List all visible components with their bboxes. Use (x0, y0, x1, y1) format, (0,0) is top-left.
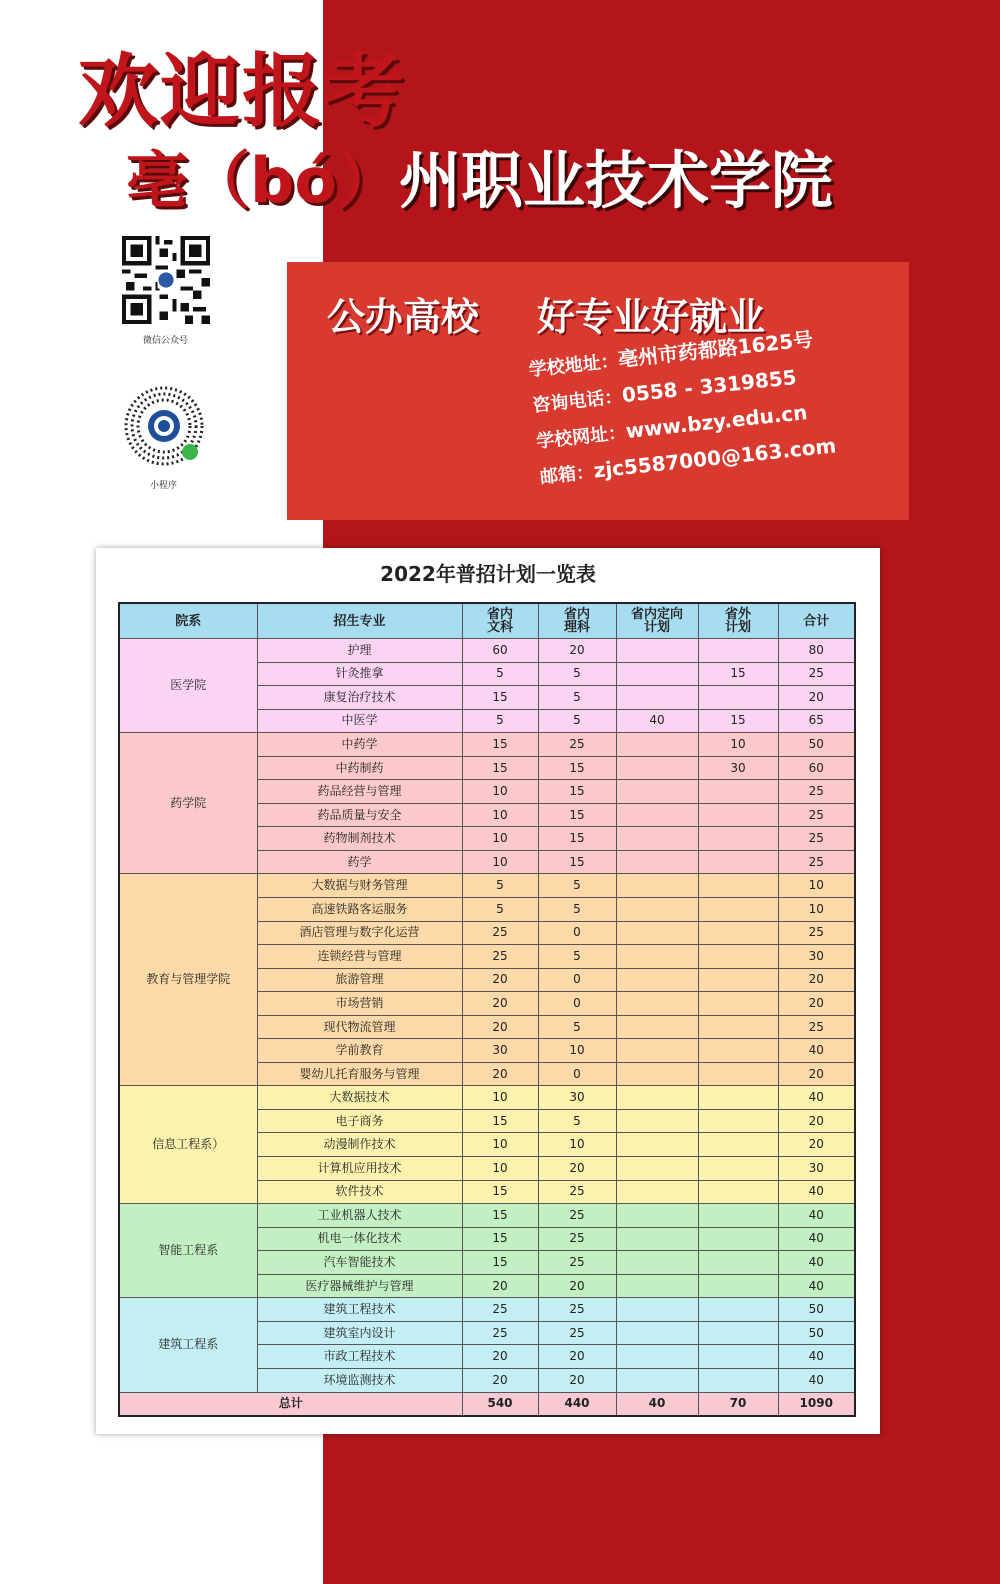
table-row (119, 1204, 855, 1228)
welcome-heading (78, 45, 406, 138)
quota-cell: 0 (538, 992, 616, 1016)
major-cell: 市场营销 (257, 992, 462, 1016)
major-cell: 中药制药 (257, 756, 462, 780)
wechat-qr-label: 微信公众号 (143, 336, 189, 346)
column-header: 省内 理科 (538, 603, 616, 639)
quota-cell: 40 (778, 1204, 855, 1228)
quota-cell (698, 686, 778, 710)
major-cell: 市政工程技术 (257, 1345, 462, 1369)
major-cell: 药物制剂技术 (257, 827, 462, 851)
quota-cell: 20 (778, 1062, 855, 1086)
department-cell: 智能工程系 (119, 1204, 257, 1298)
quota-cell: 25 (778, 850, 855, 874)
major-cell: 学前教育 (257, 1039, 462, 1063)
quota-cell: 20 (778, 1133, 855, 1157)
contact-info (527, 321, 838, 495)
column-header: 省内 文科 (462, 603, 538, 639)
quota-cell (698, 921, 778, 945)
quota-cell (698, 1015, 778, 1039)
quota-cell: 40 (616, 709, 698, 733)
welcome-white-text: 报考 (242, 45, 406, 138)
quota-cell: 50 (778, 1321, 855, 1345)
quota-cell: 5 (462, 709, 538, 733)
table-row (119, 733, 855, 757)
major-cell: 大数据与财务管理 (257, 874, 462, 898)
quota-cell (698, 874, 778, 898)
contact-email[interactable]: 邮箱：zjc5587000@163.com (539, 433, 838, 489)
total-label: 总计 (119, 1392, 462, 1416)
quota-cell: 25 (538, 1321, 616, 1345)
quota-cell: 30 (698, 756, 778, 780)
major-cell: 连锁经营与管理 (257, 945, 462, 969)
major-cell: 药学 (257, 850, 462, 874)
quota-cell: 5 (538, 1015, 616, 1039)
major-cell: 药品经营与管理 (257, 780, 462, 804)
quota-cell: 20 (778, 686, 855, 710)
quota-cell (616, 827, 698, 851)
department-cell: 建筑工程系 (119, 1298, 257, 1392)
quota-cell (698, 803, 778, 827)
quota-cell (698, 1062, 778, 1086)
mini-program-qr-icon[interactable] (120, 382, 208, 470)
table-header-row (119, 603, 855, 639)
major-cell: 酒店管理与数字化运营 (257, 921, 462, 945)
quota-cell: 10 (538, 1133, 616, 1157)
quota-cell: 25 (778, 1015, 855, 1039)
quota-cell: 5 (538, 662, 616, 686)
department-cell: 教育与管理学院 (119, 874, 257, 1086)
quota-cell: 40 (778, 1345, 855, 1369)
mini-program-qr-label: 小程序 (150, 481, 178, 491)
department-cell: 药学院 (119, 733, 257, 874)
quota-cell: 30 (462, 1039, 538, 1063)
column-header: 合计 (778, 603, 855, 639)
major-cell: 建筑室内设计 (257, 1321, 462, 1345)
major-cell: 动漫制作技术 (257, 1133, 462, 1157)
quota-cell: 20 (778, 992, 855, 1016)
quota-cell (616, 1039, 698, 1063)
quota-cell: 20 (778, 1109, 855, 1133)
major-cell: 高速铁路客运服务 (257, 898, 462, 922)
major-cell: 机电一体化技术 (257, 1227, 462, 1251)
quota-cell: 20 (462, 1345, 538, 1369)
quota-cell (616, 1251, 698, 1275)
school-name-part1: 亳（bó） (126, 144, 399, 217)
major-cell: 旅游管理 (257, 968, 462, 992)
quota-cell: 30 (778, 1157, 855, 1181)
quota-cell: 10 (698, 733, 778, 757)
quota-cell: 25 (538, 1298, 616, 1322)
total-value: 70 (698, 1392, 778, 1416)
quota-cell (698, 1109, 778, 1133)
quota-cell (616, 686, 698, 710)
quota-cell: 25 (462, 1298, 538, 1322)
major-cell: 现代物流管理 (257, 1015, 462, 1039)
quota-cell: 50 (778, 1298, 855, 1322)
major-cell: 婴幼儿托育服务与管理 (257, 1062, 462, 1086)
major-cell: 大数据技术 (257, 1086, 462, 1110)
quota-cell (698, 992, 778, 1016)
quota-cell (616, 1062, 698, 1086)
quota-cell: 15 (538, 756, 616, 780)
quota-cell: 5 (538, 686, 616, 710)
quota-cell: 30 (538, 1086, 616, 1110)
major-cell: 计算机应用技术 (257, 1157, 462, 1181)
quota-cell: 25 (538, 1204, 616, 1228)
quota-cell: 25 (538, 733, 616, 757)
major-cell: 工业机器人技术 (257, 1204, 462, 1228)
quota-cell (698, 1368, 778, 1392)
total-value: 540 (462, 1392, 538, 1416)
quota-cell: 5 (462, 874, 538, 898)
total-value: 440 (538, 1392, 616, 1416)
quota-cell (616, 1133, 698, 1157)
school-name-heading (126, 144, 833, 217)
quota-cell (698, 1274, 778, 1298)
quota-cell: 5 (462, 662, 538, 686)
quota-cell: 20 (462, 1062, 538, 1086)
quota-cell (616, 1321, 698, 1345)
quota-cell: 40 (778, 1180, 855, 1204)
quota-cell: 40 (778, 1086, 855, 1110)
total-value: 40 (616, 1392, 698, 1416)
quota-cell: 10 (538, 1039, 616, 1063)
column-header: 省外 计划 (698, 603, 778, 639)
quota-cell: 15 (462, 1180, 538, 1204)
quota-cell: 5 (462, 898, 538, 922)
quota-cell (616, 1368, 698, 1392)
quota-cell (698, 1321, 778, 1345)
major-cell: 中药学 (257, 733, 462, 757)
department-cell: 信息工程系） (119, 1086, 257, 1204)
quota-cell: 15 (698, 709, 778, 733)
major-cell: 针灸推拿 (257, 662, 462, 686)
quota-cell: 20 (462, 1368, 538, 1392)
contact-address: 学校地址：亳州市药都路1625号 (527, 327, 815, 381)
quota-cell (616, 639, 698, 663)
quota-cell (698, 1345, 778, 1369)
major-cell: 中医学 (257, 709, 462, 733)
quota-cell (616, 945, 698, 969)
quota-cell: 25 (538, 1180, 616, 1204)
quota-cell: 20 (538, 1368, 616, 1392)
info-banner (287, 262, 909, 520)
slogan (327, 286, 765, 341)
quota-cell (698, 639, 778, 663)
quota-cell: 20 (538, 1345, 616, 1369)
quota-cell (698, 945, 778, 969)
table-row (119, 639, 855, 663)
quota-cell (698, 1133, 778, 1157)
quota-cell (698, 780, 778, 804)
quota-cell: 25 (462, 1321, 538, 1345)
quota-cell (616, 662, 698, 686)
quota-cell: 25 (462, 945, 538, 969)
major-cell: 电子商务 (257, 1109, 462, 1133)
quota-cell (698, 850, 778, 874)
quota-cell: 25 (462, 921, 538, 945)
quota-cell: 20 (538, 1274, 616, 1298)
quota-cell (616, 874, 698, 898)
quota-cell: 40 (778, 1274, 855, 1298)
quota-cell: 15 (462, 1251, 538, 1275)
quota-cell (616, 1204, 698, 1228)
quota-cell: 80 (778, 639, 855, 663)
quota-cell: 40 (778, 1227, 855, 1251)
major-cell: 软件技术 (257, 1180, 462, 1204)
quota-cell: 60 (462, 639, 538, 663)
quota-cell: 10 (462, 1086, 538, 1110)
major-cell: 建筑工程技术 (257, 1298, 462, 1322)
column-header: 省内定向 计划 (616, 603, 698, 639)
quota-cell: 15 (462, 1109, 538, 1133)
quota-cell: 15 (538, 780, 616, 804)
quota-cell: 15 (462, 686, 538, 710)
total-row (119, 1392, 855, 1416)
slogan-public-school: 公办高校 (327, 295, 480, 339)
quota-cell: 15 (462, 1204, 538, 1228)
quota-cell: 60 (778, 756, 855, 780)
quota-cell: 5 (538, 709, 616, 733)
quota-cell: 10 (462, 850, 538, 874)
welcome-red-text: 欢迎 (78, 45, 242, 138)
slogan-good-major: 好专业好就业 (537, 295, 766, 339)
quota-cell: 10 (462, 803, 538, 827)
major-cell: 康复治疗技术 (257, 686, 462, 710)
quota-cell: 15 (462, 1227, 538, 1251)
quota-cell: 5 (538, 874, 616, 898)
quota-cell: 10 (462, 1157, 538, 1181)
quota-cell (616, 1180, 698, 1204)
total-value: 1090 (778, 1392, 855, 1416)
quota-cell (616, 850, 698, 874)
quota-cell (698, 898, 778, 922)
quota-cell (616, 1274, 698, 1298)
quota-cell: 25 (778, 803, 855, 827)
quota-cell (698, 827, 778, 851)
quota-cell (616, 1298, 698, 1322)
major-cell: 护理 (257, 639, 462, 663)
contact-website[interactable]: 学校网址：www.bzy.edu.cn (535, 400, 809, 453)
quota-cell: 30 (778, 945, 855, 969)
quota-cell: 10 (462, 827, 538, 851)
quota-cell (698, 1251, 778, 1275)
quota-cell (616, 756, 698, 780)
quota-cell: 65 (778, 709, 855, 733)
quota-cell (616, 921, 698, 945)
quota-cell: 15 (698, 662, 778, 686)
quota-cell (616, 1157, 698, 1181)
quota-cell: 20 (462, 1274, 538, 1298)
table-row (119, 1298, 855, 1322)
quota-cell: 10 (778, 898, 855, 922)
quota-cell (616, 1227, 698, 1251)
department-cell: 医学院 (119, 639, 257, 733)
quota-cell (698, 1298, 778, 1322)
quota-cell: 20 (462, 968, 538, 992)
quota-cell: 15 (462, 733, 538, 757)
quota-cell (616, 780, 698, 804)
quota-cell (616, 992, 698, 1016)
quota-cell: 40 (778, 1039, 855, 1063)
quota-cell: 50 (778, 733, 855, 757)
quota-cell: 25 (778, 827, 855, 851)
table-title: 2022年普招计划一览表 (380, 562, 596, 586)
quota-cell (616, 968, 698, 992)
major-cell: 汽车智能技术 (257, 1251, 462, 1275)
quota-cell: 25 (778, 921, 855, 945)
quota-cell: 25 (778, 780, 855, 804)
quota-cell: 20 (462, 992, 538, 1016)
school-name-part2: 州职业技术学院 (398, 144, 833, 217)
enrollment-plan-table (118, 602, 856, 1417)
quota-cell (698, 968, 778, 992)
quota-cell: 5 (538, 898, 616, 922)
column-header: 院系 (119, 603, 257, 639)
quota-cell: 15 (538, 850, 616, 874)
quota-cell: 25 (778, 662, 855, 686)
quota-cell: 25 (538, 1227, 616, 1251)
quota-cell (616, 803, 698, 827)
quota-cell: 15 (462, 756, 538, 780)
wechat-qr-icon[interactable] (122, 236, 210, 324)
quota-cell: 25 (538, 1251, 616, 1275)
quota-cell: 10 (462, 780, 538, 804)
quota-cell: 40 (778, 1251, 855, 1275)
quota-cell (698, 1086, 778, 1110)
quota-cell: 15 (538, 827, 616, 851)
major-cell: 药品质量与安全 (257, 803, 462, 827)
quota-cell: 5 (538, 945, 616, 969)
quota-cell (616, 1345, 698, 1369)
quota-cell (698, 1204, 778, 1228)
quota-cell: 10 (778, 874, 855, 898)
contact-phone: 咨询电话：0558 - 3319855 (531, 365, 798, 417)
quota-cell: 15 (538, 803, 616, 827)
quota-cell: 0 (538, 968, 616, 992)
quota-cell (616, 1015, 698, 1039)
quota-cell: 20 (538, 1157, 616, 1181)
table-row (119, 874, 855, 898)
quota-cell: 20 (778, 968, 855, 992)
quota-cell (698, 1180, 778, 1204)
quota-cell (616, 1086, 698, 1110)
quota-cell (616, 898, 698, 922)
quota-cell: 0 (538, 1062, 616, 1086)
quota-cell: 10 (462, 1133, 538, 1157)
quota-cell (698, 1039, 778, 1063)
major-cell: 医疗器械维护与管理 (257, 1274, 462, 1298)
column-header: 招生专业 (257, 603, 462, 639)
quota-cell: 20 (538, 639, 616, 663)
table-row (119, 1086, 855, 1110)
quota-cell (698, 1227, 778, 1251)
quota-cell: 20 (462, 1015, 538, 1039)
quota-cell: 40 (778, 1368, 855, 1392)
quota-cell: 0 (538, 921, 616, 945)
major-cell: 环境监测技术 (257, 1368, 462, 1392)
quota-cell (616, 1109, 698, 1133)
quota-cell (698, 1157, 778, 1181)
enrollment-plan-card (96, 548, 880, 1434)
quota-cell (616, 733, 698, 757)
quota-cell: 5 (538, 1109, 616, 1133)
